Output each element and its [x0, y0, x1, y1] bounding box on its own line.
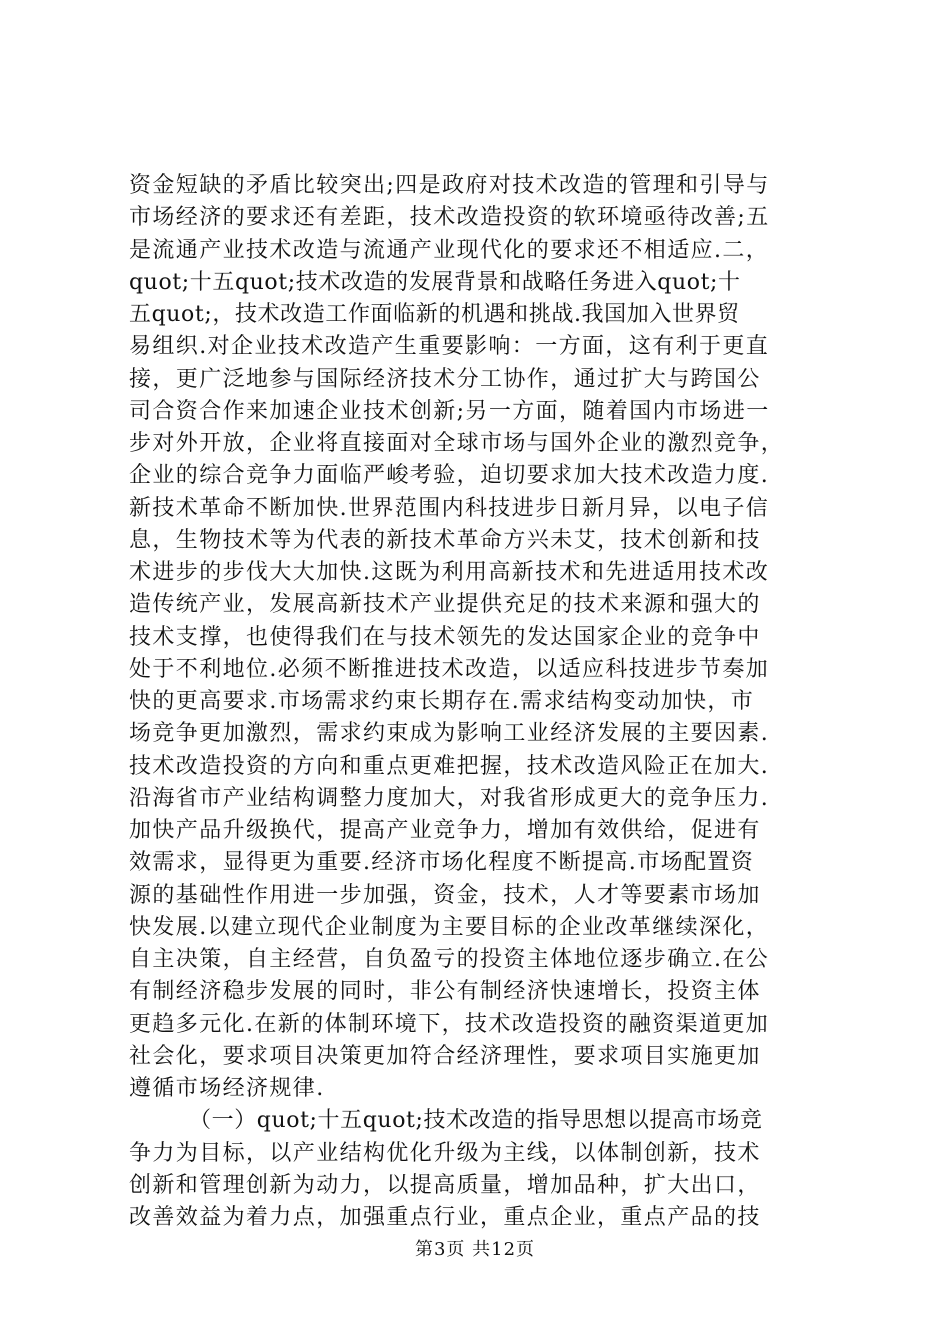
text-line: 市场经济的要求还有差距，技术改造投资的软环境亟待改善;五 [129, 205, 770, 231]
text-line: quot;十五quot;技术改造的发展背景和战略任务进入quot;十 [129, 269, 741, 295]
text-line: 加快产品升级换代，提高产业竞争力，增加有效供给，促进有 [129, 818, 761, 843]
text-line: 术进步的步伐大大加快.这既为利用高新技术和先进适用技术改 [129, 560, 770, 585]
text-line: 改善效益为着力点，加强重点行业，重点企业，重点产品的技 [129, 1205, 761, 1230]
text-line: 息，生物技术等为代表的新技术革命方兴未艾，技术创新和技 [129, 527, 761, 553]
text-line: 技术支撑，也使得我们在与技术领先的发达国家企业的竞争中 [129, 624, 761, 650]
text-line: 争力为目标，以产业结构优化升级为主线，以体制创新，技术 [129, 1140, 761, 1166]
text-line: 是流通产业技术改造与流通产业现代化的要求还不相适应.二， [129, 237, 770, 263]
text-line: 企业的综合竞争力面临严峻考验，迫切要求加大技术改造力度. [129, 463, 770, 489]
text-line: 造传统产业，发展高新技术产业提供充足的技术来源和强大的 [129, 592, 761, 618]
text-line: 接，更广泛地参与国际经济技术分工协作，通过扩大与跨国公 [129, 366, 761, 392]
text-line: 步对外开放，企业将直接面对全球市场与国外企业的激烈竞争， [129, 431, 785, 456]
text-line: 司合资合作来加速企业技术创新;另一方面，随着国内市场进一 [129, 398, 770, 424]
page-number-footer: 第3页 共12页 [414, 1239, 536, 1260]
text-line: 五quot;，技术改造工作面临新的机遇和挑战.我国加入世界贸 [129, 302, 740, 327]
text-line: 快发展.以建立现代企业制度为主要目标的企业改革继续深化， [129, 914, 770, 940]
text-line: 有制经济稳步发展的同时，非公有制经济快速增长，投资主体 [129, 979, 761, 1005]
text-line: 源的基础性作用进一步加强，资金，技术，人才等要素市场加 [129, 882, 761, 908]
text-line: 自主决策，自主经营，自负盈亏的投资主体地位逐步确立.在公 [129, 947, 770, 972]
text-line: 创新和管理创新为动力，以提高质量，增加品种，扩大出口， [129, 1172, 761, 1198]
paragraph-start-line: （一）quot;十五quot;技术改造的指导思想以提高市场竞 [189, 1108, 763, 1134]
text-line: 效需求，显得更为重要.经济市场化程度不断提高.市场配置资 [129, 850, 755, 876]
text-line: 快的更高要求.市场需求约束长期存在.需求结构变动加快，市 [129, 689, 755, 714]
text-line: 场竞争更加激烈，需求约束成为影响工业经济发展的主要因素. [129, 721, 770, 747]
text-line: 沿海省市产业结构调整力度加大，对我省形成更大的竞争压力. [129, 785, 770, 811]
text-line: 技术改造投资的方向和重点更难把握，技术改造风险正在加大. [129, 753, 770, 779]
text-line: 处于不利地位.必须不断推进技术改造，以适应科技进步节奏加 [129, 656, 770, 682]
text-line: 易组织.对企业技术改造产生重要影响：一方面，这有利于更直 [129, 334, 770, 360]
text-line: 更趋多元化.在新的体制环境下，技术改造投资的融资渠道更加 [129, 1011, 770, 1037]
body-text [129, 170, 829, 1234]
text-line: 遵循市场经济规律. [129, 1076, 325, 1101]
text-line: 新技术革命不断加快.世界范围内科技进步日新月异，以电子信 [129, 495, 770, 521]
text-line: 资金短缺的矛盾比较突出;四是政府对技术改造的管理和引导与 [129, 173, 770, 198]
text-line: 社会化，要求项目决策更加符合经济理性，要求项目实施更加 [129, 1043, 761, 1069]
